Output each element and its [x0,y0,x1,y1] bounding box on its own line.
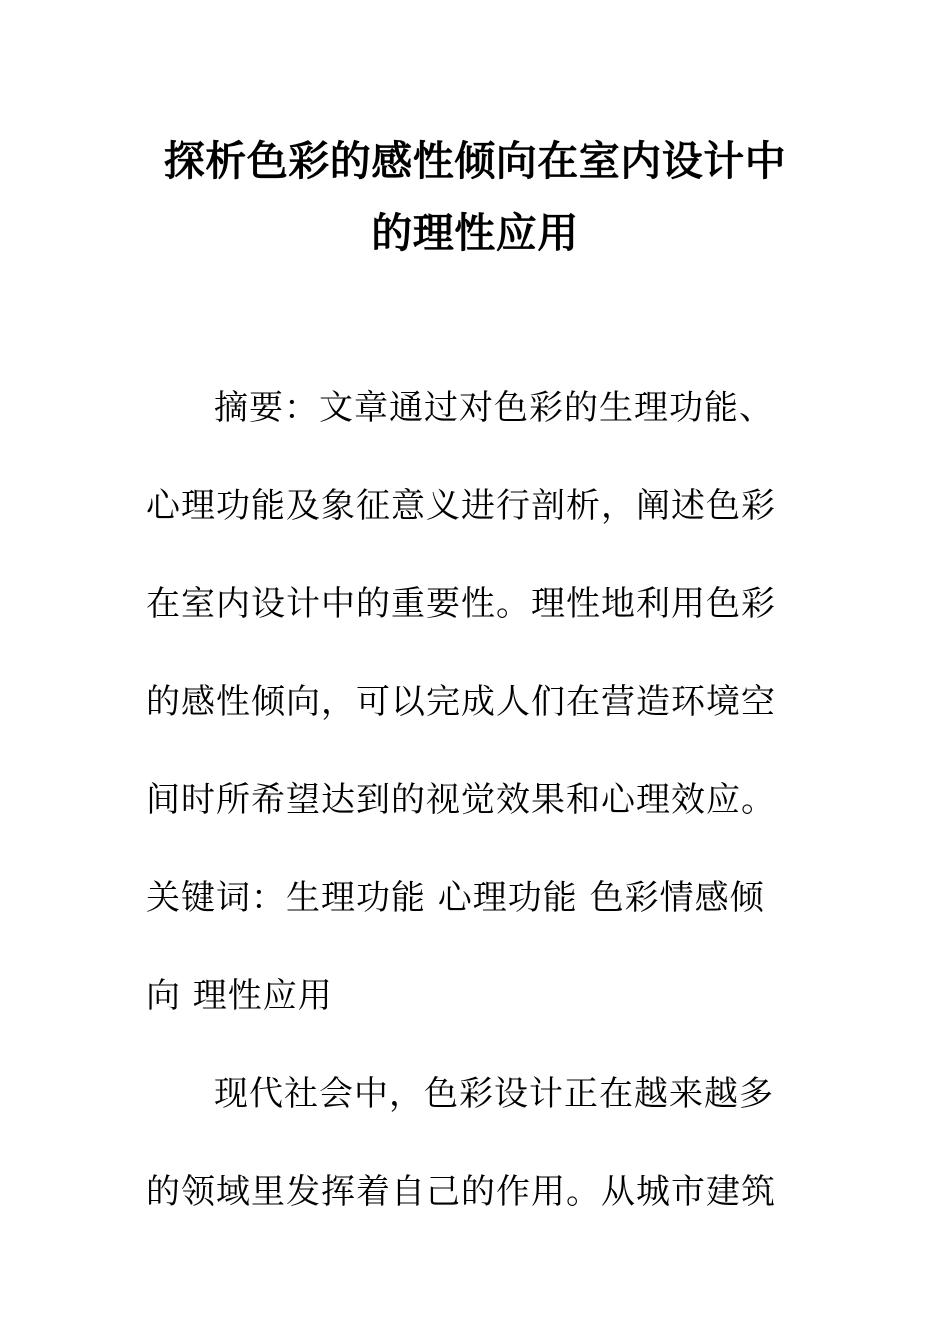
keywords-line-1: 关键词：生理功能 心理功能 色彩情感倾 [146,878,765,918]
body-line-2: 的领域里发挥着自己的作用。从城市建筑 [146,1172,776,1212]
abstract-line-1: 摘要：文章通过对色彩的生理功能、 [214,388,774,428]
abstract-line-3: 在室内设计中的重要性。理性地利用色彩 [146,584,776,624]
abstract-line-5: 间时所希望达到的视觉效果和心理效应。 [146,780,776,820]
abstract-line-2: 心理功能及象征意义进行剖析，阐述色彩 [146,486,776,526]
title-line-1: 探析色彩的感性倾向在室内设计中 [163,137,787,185]
title-line-2: 的理性应用 [371,209,579,257]
body-line-1: 现代社会中，色彩设计正在越来越多 [214,1074,774,1114]
abstract-line-4: 的感性倾向，可以完成人们在营造环境空 [146,682,776,722]
keywords-line-2: 向 理性应用 [146,976,333,1016]
